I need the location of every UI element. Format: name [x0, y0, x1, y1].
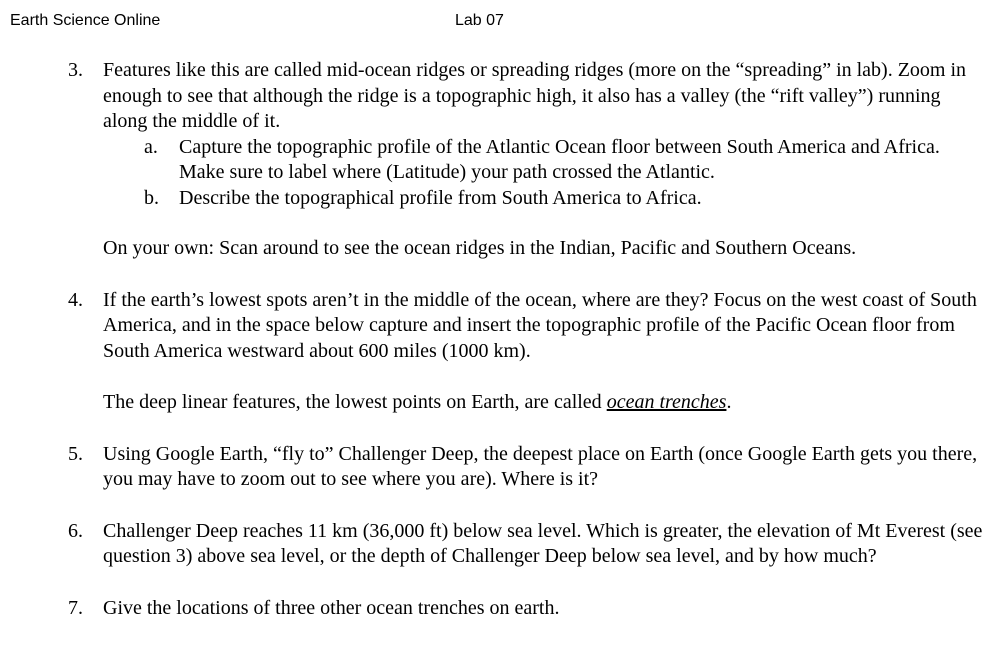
- subquestion-letter: a.: [144, 135, 158, 158]
- question-number: 6.: [68, 519, 83, 542]
- question-5: [0, 442, 1003, 493]
- trench-definition: [0, 390, 1003, 416]
- question-4: [0, 288, 1003, 365]
- trench-prefix: The deep linear features, the lowest points on Earth, are called: [103, 391, 607, 413]
- question-3a: [0, 135, 1003, 186]
- document-body: [0, 58, 1003, 621]
- question-3b: [0, 186, 1003, 212]
- course-title: Earth Science Online: [10, 12, 161, 29]
- subquestion-text: Capture the topographic profile of the Atlantic Ocean floor between South America and Africa. Make sure to label where (Latitude) your path crossed the Atlantic.: [179, 135, 940, 183]
- question-number: 5.: [68, 442, 83, 465]
- subquestion-text: Describe the topographical profile from South America to Africa.: [179, 186, 702, 209]
- lab-title: Lab 07: [455, 12, 504, 29]
- trench-term: ocean trenches: [606, 391, 727, 413]
- trench-suffix: .: [726, 391, 732, 413]
- question-text: Features like this are called mid-ocean ridges or spreading ridges (more on the “spreading” in lab). Zoom in enough to see that although the ridge is a topographic high, it also has a valley (the “rift valley”) running along the middle of it.: [103, 59, 967, 132]
- page-header: [0, 12, 1003, 36]
- question-7: [0, 596, 1003, 622]
- question-6: [0, 519, 1003, 570]
- question-number: 3.: [68, 59, 83, 81]
- question-number: 4.: [68, 288, 83, 311]
- subquestion-letter: b.: [144, 186, 159, 209]
- question-text: Using Google Earth, “fly to” Challenger Deep, the deepest place on Earth (once Google Earth gets you there, you may have to zoom out to see where you are). Where is it?: [103, 442, 978, 490]
- question-3: [0, 58, 1003, 135]
- question-text: Give the locations of three other ocean trenches on earth.: [103, 596, 560, 619]
- question-text: Challenger Deep reaches 11 km (36,000 ft) below sea level. Which is greater, the elevation of Mt Everest (see question 3) above sea level, or the depth of Challenger Deep below sea level, and by how much?: [103, 519, 983, 567]
- question-text: If the earth’s lowest spots aren’t in the middle of the ocean, where are they? Focus on the west coast of South America, and in the space below capture and insert the topographic profile of the Pacific Ocean floor from South America westward about 600 miles (1000 km).: [103, 288, 977, 362]
- question-number: 7.: [68, 596, 83, 619]
- on-your-own-note: On your own: Scan around to see the ocean ridges in the Indian, Pacific and Southern Oceans.: [103, 237, 857, 259]
